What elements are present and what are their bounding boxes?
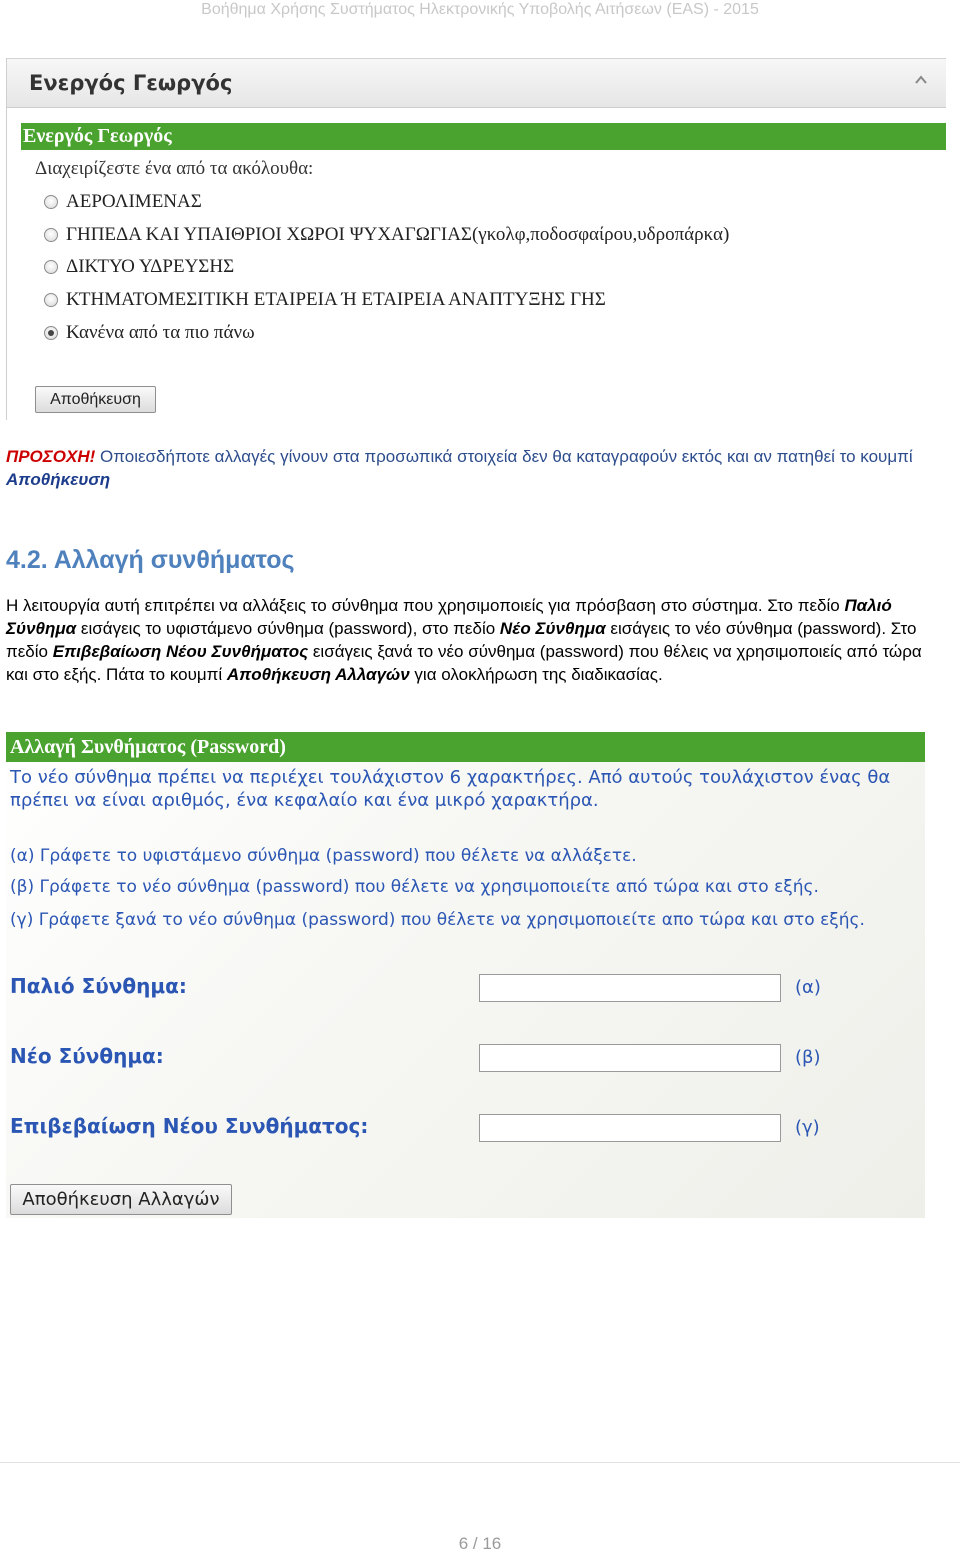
text: εισάγεις το υφιστάμενο σύνθημα (password), στο πεδίο xyxy=(76,619,500,638)
option-water-network[interactable] xyxy=(44,255,234,279)
warning-label: ΠΡΟΣΟΧΗ! xyxy=(6,447,96,466)
option-recreation-grounds[interactable] xyxy=(44,223,729,247)
option-label: ΚΤΗΜΑΤΟΜΕΣΙΤΙΚΗ ΕΤΑΙΡΕΙΑ Ή ΕΤΑΙΡΕΙΑ ΑΝΑΠΤΥΞΗΣ ΓΗΣ xyxy=(66,289,606,310)
option-real-estate[interactable] xyxy=(44,288,606,312)
page-number: 6 / 16 xyxy=(458,1534,502,1553)
save-changes-button[interactable]: Αποθήκευση Αλλαγών xyxy=(10,1184,232,1215)
field-tag: (γ) xyxy=(795,1117,820,1138)
section-title-bar xyxy=(21,123,946,150)
section-title-bar xyxy=(6,732,925,762)
change-password-screenshot xyxy=(6,732,925,1218)
document-header: Βοήθημα Χρήσης Συστήματος Ηλεκτρονικής Υποβολής Αιτήσεων (EAS) - 2015 xyxy=(201,1,759,18)
instructions-paragraph xyxy=(6,594,938,686)
radio-button[interactable] xyxy=(44,228,58,242)
save-button[interactable]: Αποθήκευση xyxy=(35,386,156,413)
option-label: ΑΕΡΟΛΙΜΕΝΑΣ xyxy=(66,191,202,212)
radio-button[interactable] xyxy=(44,195,58,209)
field-name: Επιβεβαίωση Νέου Συνθήματος xyxy=(52,642,309,661)
text: για ολοκλήρωση της διαδικασίας. xyxy=(409,665,663,684)
field-name: Παλιό Σύνθημα xyxy=(6,596,892,638)
option-airport[interactable] xyxy=(44,190,202,214)
panel-header[interactable] xyxy=(7,58,946,108)
warning-paragraph xyxy=(6,445,936,491)
step-a: (α) Γράφετε το υφιστάμενο σύνθημα (password) που θέλετε να αλλάξετε. xyxy=(10,846,637,866)
confirm-password-input[interactable] xyxy=(479,1114,781,1142)
new-password-input[interactable] xyxy=(479,1044,781,1072)
field-tag: (α) xyxy=(795,977,821,998)
footer-divider xyxy=(0,1462,960,1463)
text: Η λειτουργία αυτή επιτρέπει να αλλάξεις το σύνθημα που χρησιμοποιείς για πρόσβαση στο σύστημα. Στο πεδίο xyxy=(6,596,845,615)
option-none[interactable] xyxy=(44,321,255,345)
confirm-password-label: Επιβεβαίωση Νέου Συνθήματος: xyxy=(10,1114,369,1138)
old-password-input[interactable] xyxy=(479,974,781,1002)
step-c: (γ) Γράφετε ξανά το νέο σύνθημα (password) που θέλετε να χρησιμοποιείτε απο τώρα και στο εξής. xyxy=(10,910,865,930)
field-tag: (β) xyxy=(795,1047,821,1068)
warning-text: Οποιεσδήποτε αλλαγές γίνουν στα προσωπικά στοιχεία δεν θα καταγραφούν εκτός και αν πατηθεί το κουμπί xyxy=(95,447,913,466)
field-name: Νέο Σύνθημα xyxy=(499,619,606,638)
text: εισάγεις το νέο σύνθημα (password). Στο πεδίο xyxy=(6,619,917,661)
section-title: Ενεργός Γεωργός xyxy=(23,125,172,147)
step-b: (β) Γράφετε το νέο σύνθημα (password) που θέλετε να χρησιμοποιείτε από τώρα και στο εξής. xyxy=(10,877,819,897)
text: εισάγεις ξανά το νέο σύνθημα (password) που θέλεις να χρησιμοποιείς από τώρα και στο εξής. Πάτα το κουμπί xyxy=(6,642,922,684)
button-name: Αποθήκευση Αλλαγών xyxy=(226,665,410,684)
password-requirements: Το νέο σύνθημα πρέπει να περιέχει τουλάχιστον 6 χαρακτήρες. Από αυτούς τουλάχιστον ένας θα πρέπει να είναι αριθμός, ένα κεφαλαίο και ένα μικρό χαρακτήρα. xyxy=(10,767,891,811)
option-label: ΓΗΠΕΔΑ ΚΑΙ ΥΠΑΙΘΡΙΟΙ ΧΩΡΟΙ ΨΥΧΑΓΩΓΙΑΣ(γκολφ,ποδοσφαίρου,υδροπάρκα) xyxy=(66,224,730,245)
chevron-up-icon[interactable] xyxy=(914,73,928,87)
old-password-label: Παλιό Σύνθημα: xyxy=(10,974,187,998)
radio-button-selected[interactable] xyxy=(44,326,58,340)
radio-button[interactable] xyxy=(44,293,58,307)
active-farmer-screenshot xyxy=(6,58,945,420)
options-caption: Διαχειρίζεστε ένα από τα ακόλουθα: xyxy=(35,158,314,179)
section-heading: 4.2. Αλλαγή συνθήματος xyxy=(6,546,295,574)
option-label: Κανένα από τα πιο πάνω xyxy=(66,322,255,343)
radio-button[interactable] xyxy=(44,260,58,274)
warning-button-name: Αποθήκευση xyxy=(6,470,111,489)
option-label: ΔΙΚΤΥΟ ΥΔΡΕΥΣΗΣ xyxy=(66,256,235,277)
panel-title: Ενεργός Γεωργός xyxy=(29,71,233,95)
new-password-label: Νέο Σύνθημα: xyxy=(10,1044,164,1068)
section-title: Αλλαγή Συνθήματος (Password) xyxy=(10,736,286,758)
